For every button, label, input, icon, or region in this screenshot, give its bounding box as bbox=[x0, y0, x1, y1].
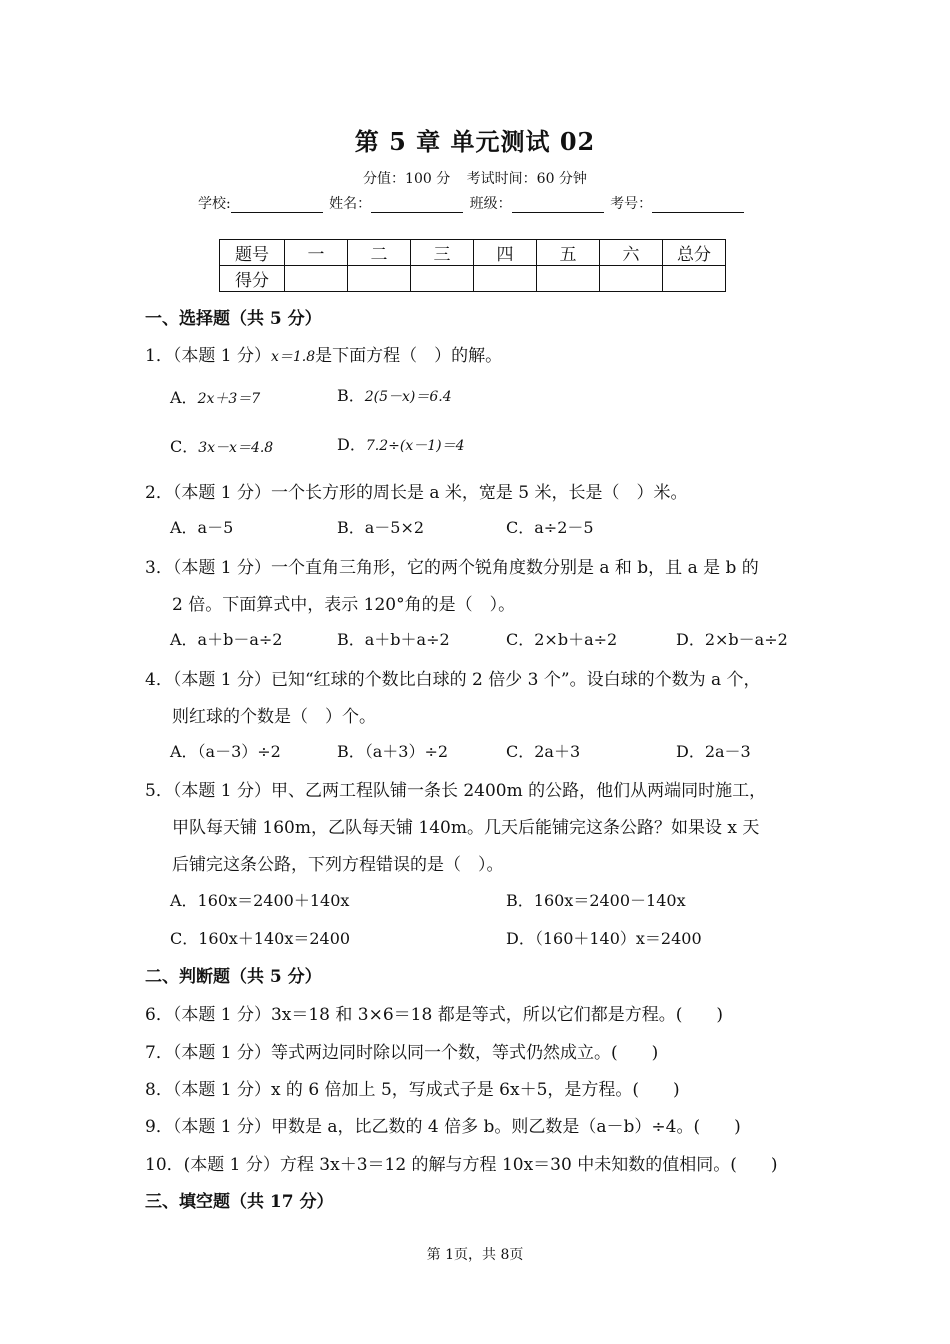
question-7: 7．（本题 1 分）等式两边同时除以同一个数，等式仍然成立。( ) bbox=[145, 1043, 659, 1063]
score-info: 分值：100 分 bbox=[363, 171, 451, 187]
page-title: 第 5 章 单元测试 02 bbox=[354, 127, 596, 156]
exam-number-field[interactable] bbox=[652, 198, 744, 213]
school-label: 学校: bbox=[198, 196, 231, 212]
q5-option-d: D．（160＋140）x＝2400 bbox=[506, 929, 702, 948]
q3-option-a: A．a＋b－a÷2 bbox=[170, 630, 283, 649]
table-cell: 三 bbox=[411, 240, 474, 266]
q5-option-a: A．160x＝2400＋140x bbox=[170, 891, 350, 910]
table-cell: 总分 bbox=[663, 240, 726, 266]
option-math: 3x－x＝4.8 bbox=[198, 440, 274, 456]
question-8: 8．（本题 1 分）x 的 6 倍加上 5，写成式子是 6x＋5，是方程。( ) bbox=[145, 1080, 680, 1100]
score-table bbox=[219, 239, 726, 292]
table-cell: 六 bbox=[600, 240, 663, 266]
option-label: C． bbox=[170, 437, 199, 456]
option-math: 2x＋3＝7 bbox=[197, 391, 261, 407]
q1-prefix: 1．（本题 1 分） bbox=[145, 346, 271, 366]
q4-option-c: C．2a＋3 bbox=[506, 742, 581, 761]
name-field[interactable] bbox=[371, 198, 463, 213]
q4-option-a: A．（a－3）÷2 bbox=[170, 742, 281, 761]
school-field[interactable] bbox=[231, 198, 323, 213]
q2-option-a: A．a－5 bbox=[170, 518, 234, 537]
score-cell[interactable] bbox=[348, 266, 411, 292]
question-5-line-2: 甲队每天铺 160m，乙队每天铺 140m。几天后能铺完这条公路？如果设 x 天 bbox=[172, 818, 760, 838]
exam-number-label: 考号： bbox=[610, 196, 653, 212]
question-4-line-2: 则红球的个数是（ ）个。 bbox=[172, 707, 376, 727]
class-field[interactable] bbox=[512, 198, 604, 213]
name-label: 姓名： bbox=[329, 196, 372, 212]
table-cell: 五 bbox=[537, 240, 600, 266]
table-cell: 得分 bbox=[220, 266, 285, 292]
time-info: 考试时间：60 分钟 bbox=[466, 171, 587, 187]
question-10: 10．(本题 1 分）方程 3x＋3＝12 的解与方程 10x＝30 中未知数的值相同。( ) bbox=[145, 1155, 778, 1175]
question-5-line-1: 5．（本题 1 分）甲、乙两工程队铺一条长 2400m 的公路，他们从两端同时施工， bbox=[145, 781, 767, 801]
exam-meta bbox=[0, 168, 950, 188]
question-1 bbox=[145, 341, 502, 366]
q5-option-b: B．160x＝2400－140x bbox=[506, 891, 686, 910]
option-label: B． bbox=[337, 386, 365, 405]
question-9: 9．（本题 1 分）甲数是 a，比乙数的 4 倍多 b。则乙数是（a－b）÷4。( ) bbox=[145, 1117, 741, 1137]
q3-option-b: B．a＋b＋a÷2 bbox=[337, 630, 450, 649]
section-heading-judgment: 二、判断题（共 5 分） bbox=[145, 967, 322, 987]
question-3-line-1: 3．（本题 1 分）一个直角三角形，它的两个锐角度数分别是 a 和 b，且 a 是 b 的 bbox=[145, 558, 759, 578]
q5-option-c: C．160x＋140x＝2400 bbox=[170, 929, 351, 948]
q1-option-c bbox=[170, 434, 273, 457]
page-footer: 第 1页，共 8页 bbox=[426, 1247, 524, 1263]
q3-option-d: D．2×b－a÷2 bbox=[676, 630, 788, 649]
question-3-line-2: 2 倍。下面算式中，表示 120°角的是（ ）。 bbox=[172, 595, 516, 615]
score-cell[interactable] bbox=[285, 266, 348, 292]
table-cell: 四 bbox=[474, 240, 537, 266]
q1-option-b bbox=[337, 383, 452, 406]
score-cell[interactable] bbox=[537, 266, 600, 292]
q1-option-a bbox=[170, 385, 260, 408]
section-heading-fill: 三、填空题（共 17 分） bbox=[145, 1192, 334, 1212]
question-2: 2．（本题 1 分）一个长方形的周长是 a 米，宽是 5 米，长是（ ）米。 bbox=[145, 483, 688, 503]
score-cell[interactable] bbox=[474, 266, 537, 292]
class-label: 班级： bbox=[469, 196, 512, 212]
score-table-score-row bbox=[220, 266, 726, 292]
q1-suffix: 是下面方程（ ）的解。 bbox=[315, 346, 503, 366]
option-math: 7.2÷(x－1)＝4 bbox=[365, 438, 465, 454]
option-math: 2(5－x)＝6.4 bbox=[364, 389, 452, 405]
table-cell: 题号 bbox=[220, 240, 285, 266]
option-label: A． bbox=[170, 388, 198, 407]
question-4-line-1: 4．（本题 1 分）已知“红球的个数比白球的 2 倍少 3 个”。设白球的个数为 a 个， bbox=[145, 670, 761, 690]
q4-option-b: B．（a＋3）÷2 bbox=[337, 742, 449, 761]
score-cell[interactable] bbox=[411, 266, 474, 292]
score-cell[interactable] bbox=[663, 266, 726, 292]
question-6: 6．（本题 1 分）3x＝18 和 3×6＝18 都是等式，所以它们都是方程。( ) bbox=[145, 1005, 723, 1025]
q2-option-c: C．a÷2－5 bbox=[506, 518, 594, 537]
question-5-line-3: 后铺完这条公路，下列方程错误的是（ ）。 bbox=[172, 855, 504, 875]
table-cell: 一 bbox=[285, 240, 348, 266]
q4-option-d: D．2a－3 bbox=[676, 742, 751, 761]
option-label: D． bbox=[337, 435, 366, 454]
student-info-line bbox=[198, 193, 746, 213]
q1-math: x＝1.8 bbox=[270, 349, 316, 365]
q1-option-d bbox=[337, 432, 464, 455]
table-cell: 二 bbox=[348, 240, 411, 266]
q2-option-b: B．a－5×2 bbox=[337, 518, 425, 537]
score-table-header-row bbox=[220, 240, 726, 266]
score-cell[interactable] bbox=[600, 266, 663, 292]
q3-option-c: C．2×b＋a÷2 bbox=[506, 630, 618, 649]
section-heading-choice: 一、选择题（共 5 分） bbox=[145, 309, 322, 329]
